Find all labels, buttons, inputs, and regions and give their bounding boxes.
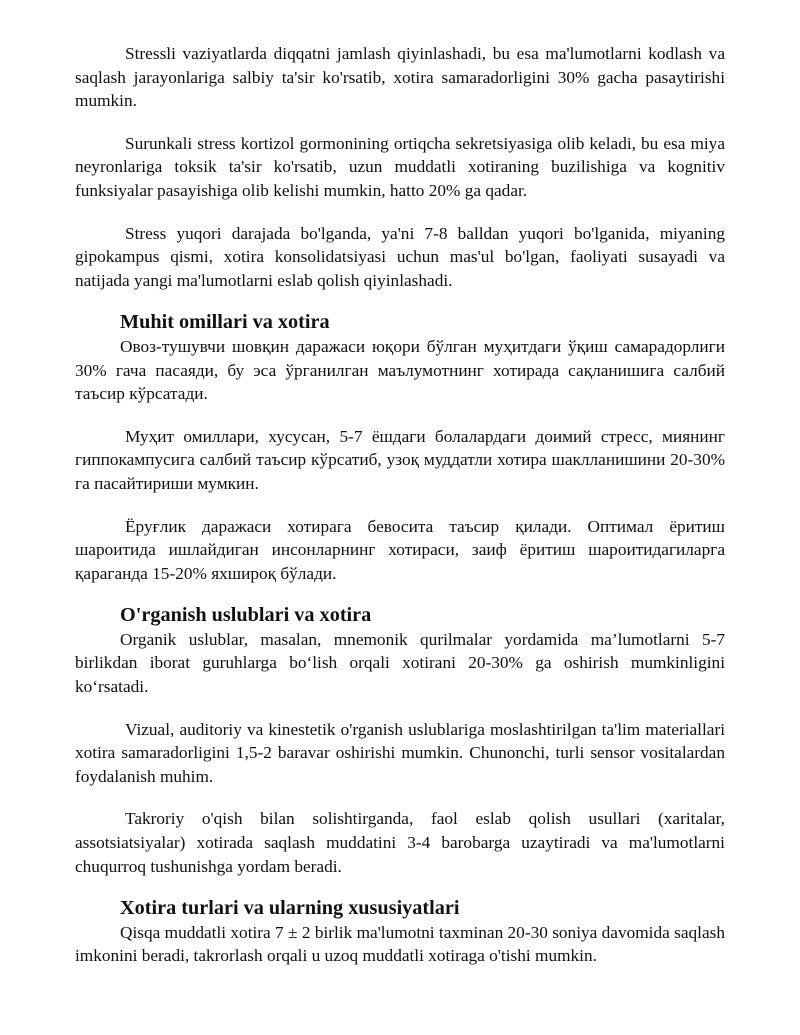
paragraph-short-term-memory: Qisqa muddatli xotira 7 ± 2 birlik ma'lumotni taxminan 20-30 soniya davomida saqlash imkonini beradi, takrorlash orqali u uzoq muddatli xotiraga o'tishi mumkin.: [75, 922, 725, 966]
paragraph-environment-children: Муҳит омиллари, хусусан, 5-7 ёшдаги болалардаги доимий стресс, миянинг гиппокампусига салбий таъсир кўрсатиб, узоқ муддатли хотира шаклланишини 20-30% га пасайтириши мумкин.: [75, 426, 725, 493]
paragraph-learning-materials: Vizual, auditoriy va kinestetik o'rganish uslublariga moslashtirilgan ta'lim materiallari xotira samaradorligini 1,5-2 baravar oshirishi mumkin. Chunonchi, turli sensor vositalardan foydalanish muhim.: [75, 719, 725, 786]
paragraph-chronic-stress: Surunkali stress kortizol gormonining ortiqcha sekretsiyasiga olib keladi, bu esa miya neyronlariga toksik ta'sir ko'rsatib, uzun muddatli xotiraning buzilishiga va kognitiv funksiyalar pasayishiga olib kelishi mumkin, hatto 20% ga qadar.: [75, 133, 725, 200]
paragraph-mnemonic-devices: Organik uslublar, masalan, mnemonik qurilmalar yordamida ma’lumotlarni 5-7 birlikdan iborat guruhlarga bo‘lish orqali xotirani 20-30% ga oshirish mumkinligini ko‘rsatadi.: [75, 629, 725, 697]
heading-environment-factors: Muhit omillari va xotira: [120, 311, 330, 334]
paragraph-stress-hippocampus: Stress yuqori darajada bo'lganda, ya'ni 7-8 balldan yuqori bo'lganida, miyaning gipokampus qismi, xotira konsolidatsiyasi uchun mas'ul bo'lgan, faoliyati susayadi va natijada yangi ma'lumotlarni eslab qolish qiyinlashadi.: [75, 223, 725, 290]
paragraph-active-recall: Takroriy o'qish bilan solishtirganda, faol eslab qolish usullari (xaritalar, assotsiatsiyalar) xotirada saqlash muddatini 3-4 barobarga uzaytiradi va ma'lumotlarni chuqurroq tushunishga yordam beradi.: [75, 809, 725, 876]
paragraph-noise-level: Овоз-тушувчи шовқин даражаси юқори бўлган муҳитдаги ўқиш самарадорлиги 30% гача пасаяди, бу эса ўрганилган маълумотнинг хотирада сақланишига салбий таъсир кўрсатади.: [75, 336, 725, 404]
paragraph-lighting: Ёруғлик даражаси хотирага бевосита таъсир қилади. Оптимал ёритиш шароитида ишлайдиган инсонларнинг хотираси, заиф ёритиш шароитидагиларга қараганда 15-20% яхшироқ бўлади.: [75, 516, 725, 583]
heading-memory-types: Xotira turlari va ularning xususiyatlari: [120, 897, 460, 920]
document-page: [75, 42, 725, 987]
heading-learning-styles: O'rganish uslublari va xotira: [120, 604, 372, 627]
paragraph-stress-concentration: Stressli vaziyatlarda diqqatni jamlash qiyinlashadi, bu esa ma'lumotlarni kodlash va saqlash jarayonlariga salbiy ta'sir ko'rsatib, xotira samaradorligini 30% gacha pasaytirishi mumkin.: [75, 44, 725, 111]
